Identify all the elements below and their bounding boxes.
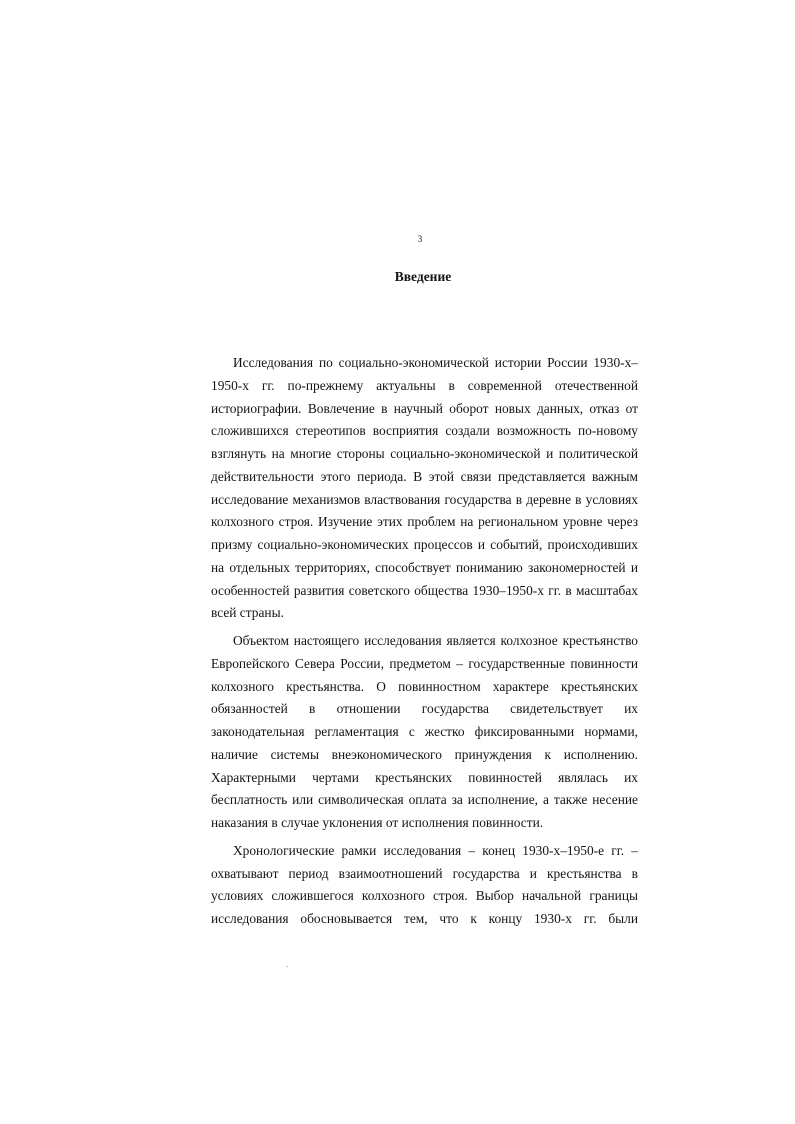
text-line: исследования обосновывается тем, что к концу 1930-х гг. были: [211, 911, 638, 926]
text-line: 1950-х гг. по-прежнему актуальны в современной отечественной: [211, 377, 638, 393]
text-line: Европейского Севера России, предметом – государственные повинности: [211, 655, 638, 671]
paragraph-1: [211, 352, 638, 625]
text-line: сложившихся стереотипов восприятия создали возможность по-новому: [211, 423, 638, 439]
text-line: колхозного строя. Изучение этих проблем на региональном уровне через: [211, 514, 638, 530]
text-line: всей страны.: [211, 605, 284, 621]
paragraph-3: [211, 840, 638, 931]
text-line: наличие системы внеэкономического принуждения к исполнению.: [211, 746, 638, 762]
scan-speck: [286, 966, 288, 967]
text-line: историографии. Вовлечение в научный оборот новых данных, отказ от: [211, 400, 638, 416]
document-body: [211, 352, 638, 931]
text-line: наказания в случае уклонения от исполнения повинности.: [211, 815, 544, 830]
text-line: призму социально-экономических процессов и событий, происходивших: [211, 537, 638, 552]
page-title: Введение: [394, 269, 452, 284]
text-line: действительности этого периода. В этой связи представляется важным: [211, 468, 638, 484]
text-line: законодательная регламентация с жестко фиксированными нормами,: [211, 724, 638, 739]
text-line: колхозного крестьянства. О повинностном характере крестьянских: [211, 678, 638, 694]
text-line: охватывают период взаимоотношений государства и крестьянства в: [211, 865, 638, 881]
text-line: обязанностей в отношении государства свидетельствует их: [211, 701, 638, 717]
text-line: Характерными чертами крестьянских повинностей являлась их: [211, 769, 638, 785]
paragraph-2: [211, 630, 638, 835]
text-line: исследование механизмов властвования государства в деревне в условиях: [211, 491, 638, 507]
text-line: взглянуть на многие стороны социально-экономической и политической: [211, 446, 638, 461]
text-line: Хронологические рамки исследования – конец 1930-х–1950-е гг. –: [233, 842, 638, 858]
text-line: Исследования по социально-экономической истории России 1930-х–: [233, 355, 638, 370]
text-line: Объектом настоящего исследования является колхозное крестьянство: [233, 633, 638, 648]
text-line: условиях сложившегося колхозного строя. Выбор начальной границы: [211, 888, 638, 904]
text-line: бесплатность или символическая оплата за исполнение, а также несение: [211, 792, 638, 808]
text-line: особенностей развития советского общества 1930–1950-х гг. в масштабах: [211, 582, 638, 598]
text-line: на отдельных территориях, способствует пониманию закономерностей и: [211, 559, 638, 575]
page-number: 3: [417, 234, 423, 244]
